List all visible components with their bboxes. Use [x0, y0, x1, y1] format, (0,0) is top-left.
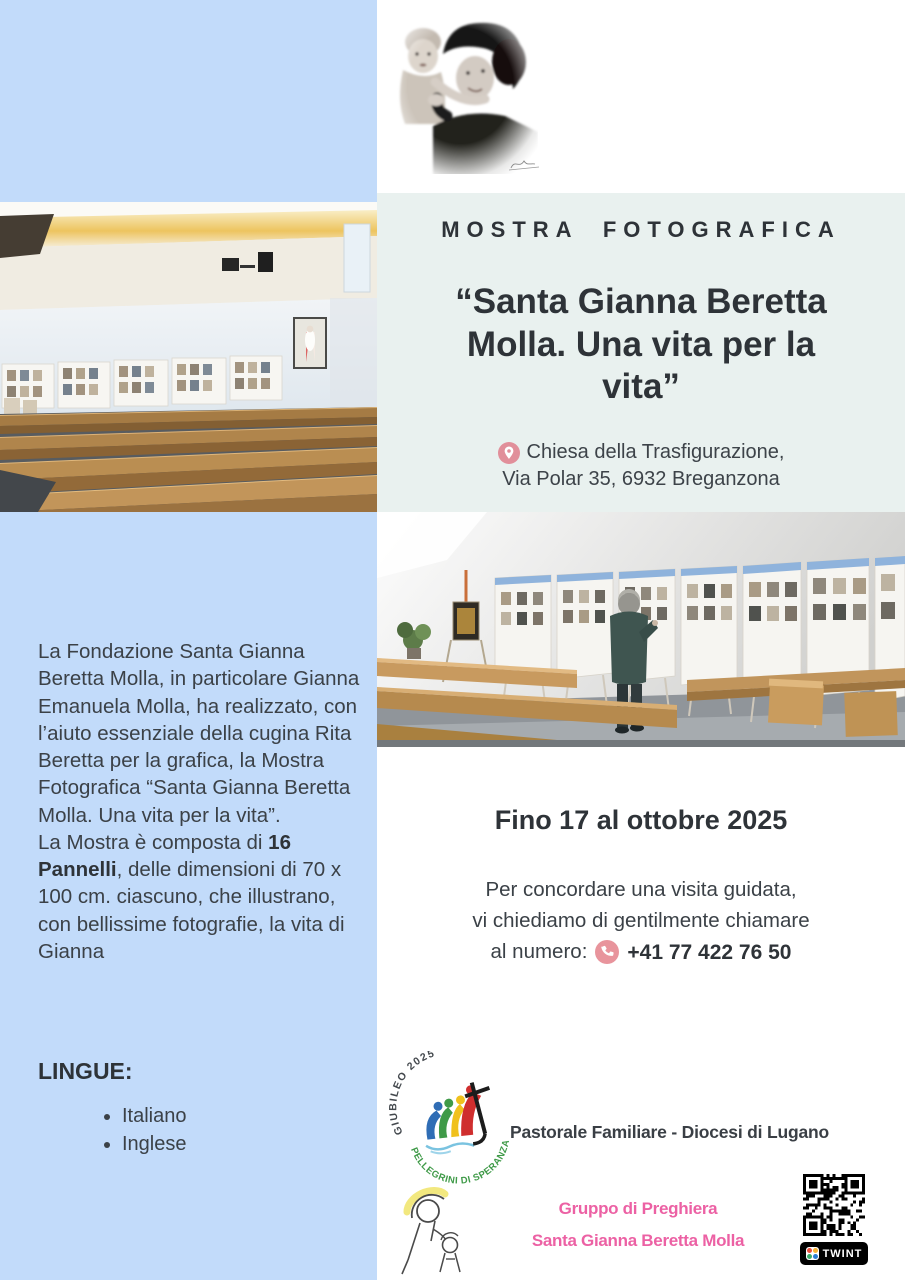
qr-code	[800, 1171, 868, 1239]
prayer-group-line2: Santa Gianna Beretta Molla	[531, 1231, 745, 1250]
about-text-3: , delle dimensioni di 70 x 100 cm. ciascuno, che illustrano, con bellissime fotografie, la vita di Gianna	[38, 858, 345, 963]
contact-block	[377, 875, 905, 968]
location-line2: Via Polar 35, 6932 Breganzona	[502, 468, 780, 490]
prayer-group-logo	[397, 1184, 483, 1278]
church-interior-photo	[0, 202, 377, 512]
about-section	[0, 512, 377, 1280]
svg-text:PELLEGRINI DI SPERANZA	[408, 1139, 512, 1187]
location-block	[401, 439, 881, 493]
exhibition-dates: Fino 17 al ottobre 2025	[494, 805, 788, 835]
kicker-title: MOSTRA FOTOGRAFICA	[441, 217, 841, 242]
about-paragraph	[38, 638, 360, 965]
prayer-group-text	[473, 1199, 803, 1251]
twint-label: TWINT	[822, 1247, 863, 1260]
jubilee-top-text: GIUBILEO 2025	[387, 1051, 437, 1137]
contact-line2: vi chiediamo di gentilmente chiamare	[472, 908, 810, 932]
poster-title: “Santa Gianna Beretta Molla. Una vita per la vita”	[455, 282, 827, 407]
pastorale-label: Pastorale Familiare - Diocesi di Lugano	[510, 1122, 829, 1142]
languages-list	[98, 1100, 187, 1161]
location-line1: Chiesa della Trasfigurazione,	[526, 441, 785, 463]
about-text-bold: 16 Pannelli	[38, 830, 291, 881]
languages-heading: LINGUE:	[38, 1058, 133, 1084]
about-text-1: La Fondazione Santa Gianna Beretta Molla, in particolare Gianna Emanuela Molla, ha realizzato, con l’aiuto essenziale della cugina Rita Beretta per la grafica, la Mostra Fotografica “Santa Gianna Beretta Molla. Una vita per la vita”.	[38, 640, 360, 827]
divine-mercy-painting	[294, 318, 326, 368]
language-item: • Italiano	[122, 1105, 187, 1128]
portrait-photo	[383, 4, 538, 174]
hero-section	[377, 193, 905, 512]
artist-signature	[505, 156, 545, 174]
prayer-group-line1: Gruppo di Preghiera	[558, 1199, 718, 1218]
language-item: • Inglese	[122, 1133, 187, 1156]
location-pin-icon	[498, 442, 520, 464]
about-text-2: La Mostra è composta di	[38, 830, 269, 854]
exhibition-panels-photo	[377, 512, 905, 747]
phone-icon	[595, 940, 619, 964]
twint-badge	[800, 1242, 868, 1265]
jubilee-bottom-text: PELLEGRINI DI SPERANZA	[408, 1138, 513, 1187]
twint-logo-icon	[806, 1247, 819, 1260]
contact-prefix: al numero:	[490, 939, 588, 963]
blue-panel-top-left	[0, 0, 377, 202]
phone-number: +41 77 422 76 50	[627, 940, 792, 964]
jubilee-2025-logo	[387, 1051, 523, 1187]
contact-line1: Per concordare una visita guidata,	[485, 878, 797, 901]
details-section	[377, 747, 905, 1280]
